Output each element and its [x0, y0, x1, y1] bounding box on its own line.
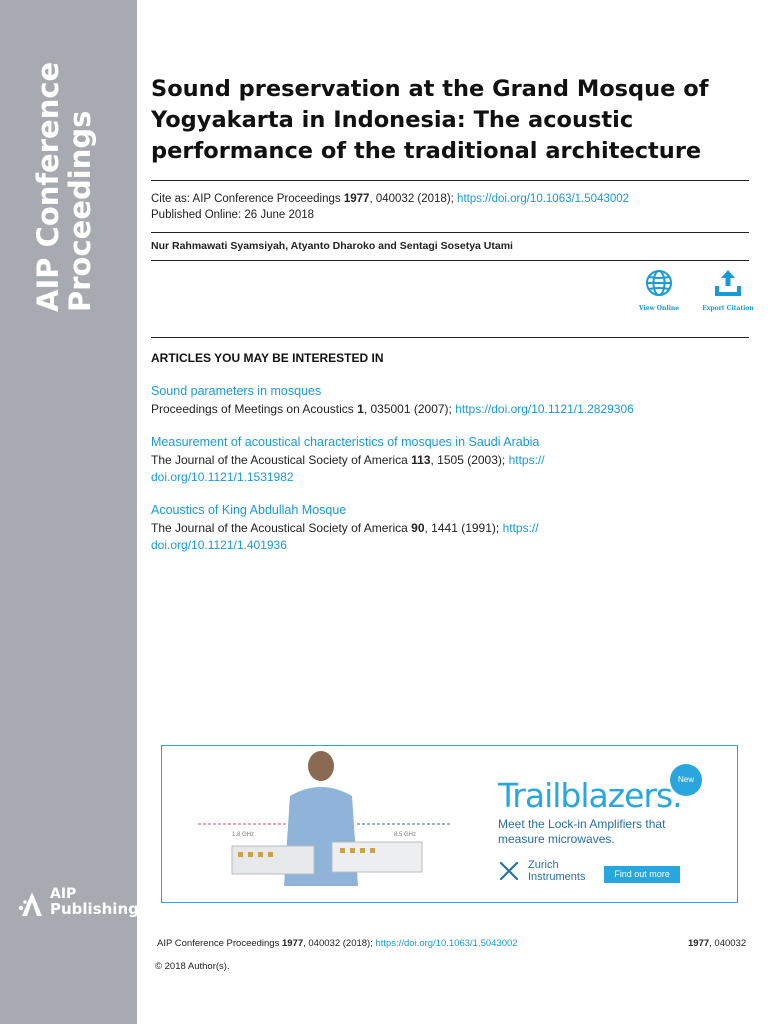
cite-rest: , 040032 (2018);	[369, 193, 458, 205]
cite-prefix: Cite as: AIP Conference Proceedings	[151, 193, 344, 205]
cite-volume: 1977	[343, 193, 370, 205]
related-article	[151, 383, 741, 418]
article-volume: 90	[411, 521, 425, 535]
divider	[151, 260, 749, 261]
aip-logo-icon	[18, 888, 46, 922]
divider	[151, 337, 749, 338]
related-article	[151, 502, 741, 554]
view-online-button[interactable]	[629, 268, 689, 312]
ad-photo-illustration	[162, 746, 492, 903]
ad-headline: Trailblazers.	[498, 776, 682, 815]
export-citation-button[interactable]	[698, 268, 758, 312]
divider	[151, 232, 749, 233]
footer-prefix: AIP Conference Proceedings	[157, 938, 282, 949]
article-doi-link-continued[interactable]: doi.org/10.1121/1.1531982	[151, 470, 294, 484]
article-details: , 1441 (1991);	[424, 521, 503, 535]
sidebar	[0, 0, 137, 1024]
related-article	[151, 434, 741, 486]
article-source: The Journal of the Acoustical Society of America	[151, 453, 412, 467]
article-doi-link-continued[interactable]: doi.org/10.1121/1.401936	[151, 538, 287, 552]
ad-brand-line2: Instruments	[528, 871, 586, 883]
ad-subtext-line2: measure microwaves.	[498, 832, 615, 846]
related-article-title-link[interactable]: Acoustics of King Abdullah Mosque	[151, 503, 347, 517]
export-icon	[712, 285, 744, 302]
journal-name	[32, 52, 96, 312]
author-list: Nur Rahmawati Syamsiyah, Atyanto Dharoko and Sentagi Sosetya Utami	[151, 240, 513, 252]
footer-page-ref	[688, 938, 746, 949]
ad-frequency-right: 8.5 GHz	[394, 832, 417, 838]
advertisement-banner[interactable]	[161, 745, 738, 903]
article-doi-link[interactable]: https://	[508, 453, 545, 467]
divider	[151, 180, 749, 181]
ad-subtext	[498, 817, 718, 847]
related-articles-heading: ARTICLES YOU MAY BE INTERESTED IN	[151, 351, 384, 365]
citation-block	[151, 191, 629, 223]
paper-title: Sound preservation at the Grand Mosque of Yogyakarta in Indonesia: The acoustic performance of the traditional architecture	[151, 76, 709, 164]
article-volume: 113	[411, 453, 431, 467]
article-source: Proceedings of Meetings on Acoustics	[151, 402, 358, 416]
export-citation-label: Export Citation	[702, 305, 754, 312]
article-volume: 1	[357, 402, 364, 416]
find-out-more-button[interactable]: Find out more	[604, 866, 680, 883]
zurich-logo-icon	[498, 860, 520, 887]
related-article-title-link[interactable]: Measurement of acoustical characteristics of mosques in Saudi Arabia	[151, 435, 540, 449]
article-source: The Journal of the Acoustical Society of America	[151, 521, 412, 535]
cite-line	[151, 191, 629, 207]
article-details: , 1505 (2003);	[430, 453, 509, 467]
journal-name-line1: AIP Conference	[31, 61, 65, 312]
footer-page-volume: 1977	[688, 938, 710, 949]
ad-brand-line1: Zurich	[528, 859, 559, 871]
publisher-name-line1: AIP	[50, 886, 77, 902]
footer-doi-link[interactable]: https://doi.org/10.1063/1.5043002	[375, 938, 518, 949]
article-doi-link[interactable]: https://	[502, 521, 539, 535]
globe-icon	[644, 285, 674, 302]
ad-brand	[528, 859, 585, 883]
ad-subtext-line1: Meet the Lock-in Amplifiers that	[498, 817, 666, 831]
footer-citation	[157, 938, 518, 949]
footer-volume: 1977	[281, 938, 304, 949]
published-date: Published Online: 26 June 2018	[151, 209, 315, 221]
related-article-title-link[interactable]: Sound parameters in mosques	[151, 384, 322, 398]
article-details: , 035001 (2007);	[363, 402, 456, 416]
view-online-label: View Online	[638, 305, 680, 312]
publisher-name-line2: Publishing	[50, 900, 139, 918]
new-badge: New	[670, 764, 702, 796]
copyright-notice: © 2018 Author(s).	[155, 961, 230, 972]
ad-frequency-left: 1.8 GHz	[232, 832, 255, 838]
footer-page-number: , 040032	[709, 938, 747, 949]
cite-doi-link[interactable]: https://doi.org/10.1063/1.5043002	[457, 193, 630, 205]
journal-name-line2: Proceedings	[63, 110, 97, 312]
footer-rest: , 040032 (2018);	[303, 938, 376, 949]
article-doi-link[interactable]: https://doi.org/10.1121/1.2829306	[455, 402, 634, 416]
